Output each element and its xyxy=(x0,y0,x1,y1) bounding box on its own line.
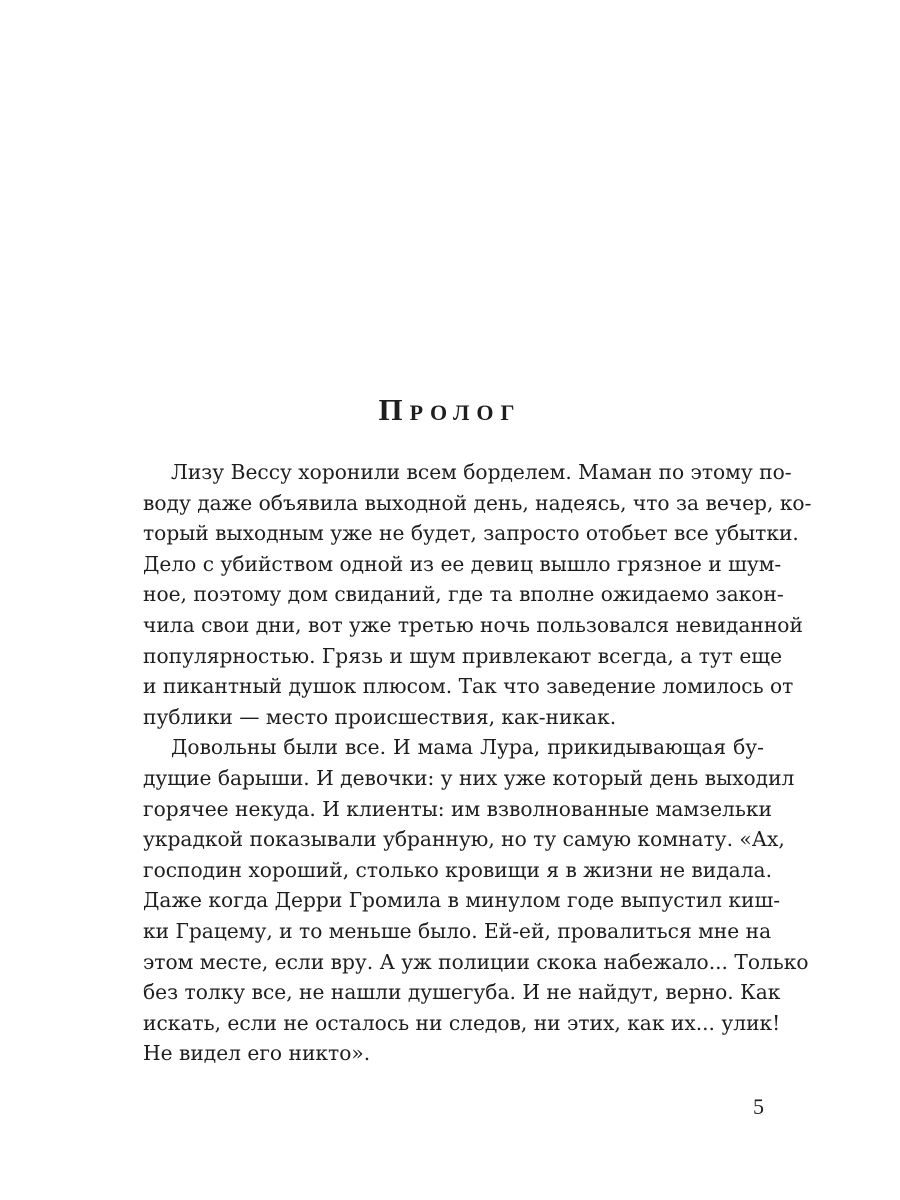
text-line: этом месте, если вру. А уж полиции скока набежало... Только xyxy=(143,949,809,974)
text-line: Не видел его никто». xyxy=(143,1041,371,1066)
text-line: популярностью. Грязь и шум привлекают всегда, а тут еще xyxy=(143,643,783,668)
text-line: Даже когда Дерри Громила в минулом годе выпустил киш- xyxy=(143,888,781,913)
text-line: дущие барыши. И девочки: у них уже который день выходил xyxy=(143,765,795,790)
text-line: украдкой показывали убранную, но ту самую комнату. «Ах, xyxy=(143,827,785,852)
text-line: и пикантный душок плюсом. Так что заведение ломилось от xyxy=(143,674,794,699)
body-text xyxy=(143,457,812,1069)
chapter-title: Пролог xyxy=(378,392,522,427)
paragraph-2 xyxy=(143,732,809,1069)
text-line: горячее некуда. И клиенты: им взволнованные мамзельки xyxy=(143,796,772,821)
text-line: воду даже объявила выходной день, надеясь, что за вечер, ко- xyxy=(143,490,812,515)
page-number: 5 xyxy=(753,1094,764,1119)
text-line: без толку все, не нашли душегуба. И не найдут, верно. Как xyxy=(143,980,781,1005)
text-line: ное, поэтому дом свиданий, где та вполне ожидаемо закон- xyxy=(143,582,784,607)
text-line: Дело с убийством одной из ее девиц вышло грязное и шум- xyxy=(143,551,782,576)
text-line: искать, если не осталось ни следов, ни этих, как их... улик! xyxy=(143,1010,781,1035)
text-line: ки Грацему, и то меньше было. Ей-ей, провалиться мне на xyxy=(143,918,772,943)
text-line: Лизу Вессу хоронили всем борделем. Маман по этому по- xyxy=(171,460,792,484)
text-line: Довольны были все. И мама Лура, прикидывающая бу- xyxy=(171,735,764,760)
paragraph-1 xyxy=(143,457,812,732)
text-line: публики — место происшествия, как-никак. xyxy=(143,704,617,729)
text-line: торый выходным уже не будет, запросто отобьет все убытки. xyxy=(143,521,799,546)
text-line: чила свои дни, вот уже третью ночь пользовался невиданной xyxy=(143,612,803,637)
text-line: господин хороший, столько кровищи я в жизни не видала. xyxy=(143,857,772,882)
